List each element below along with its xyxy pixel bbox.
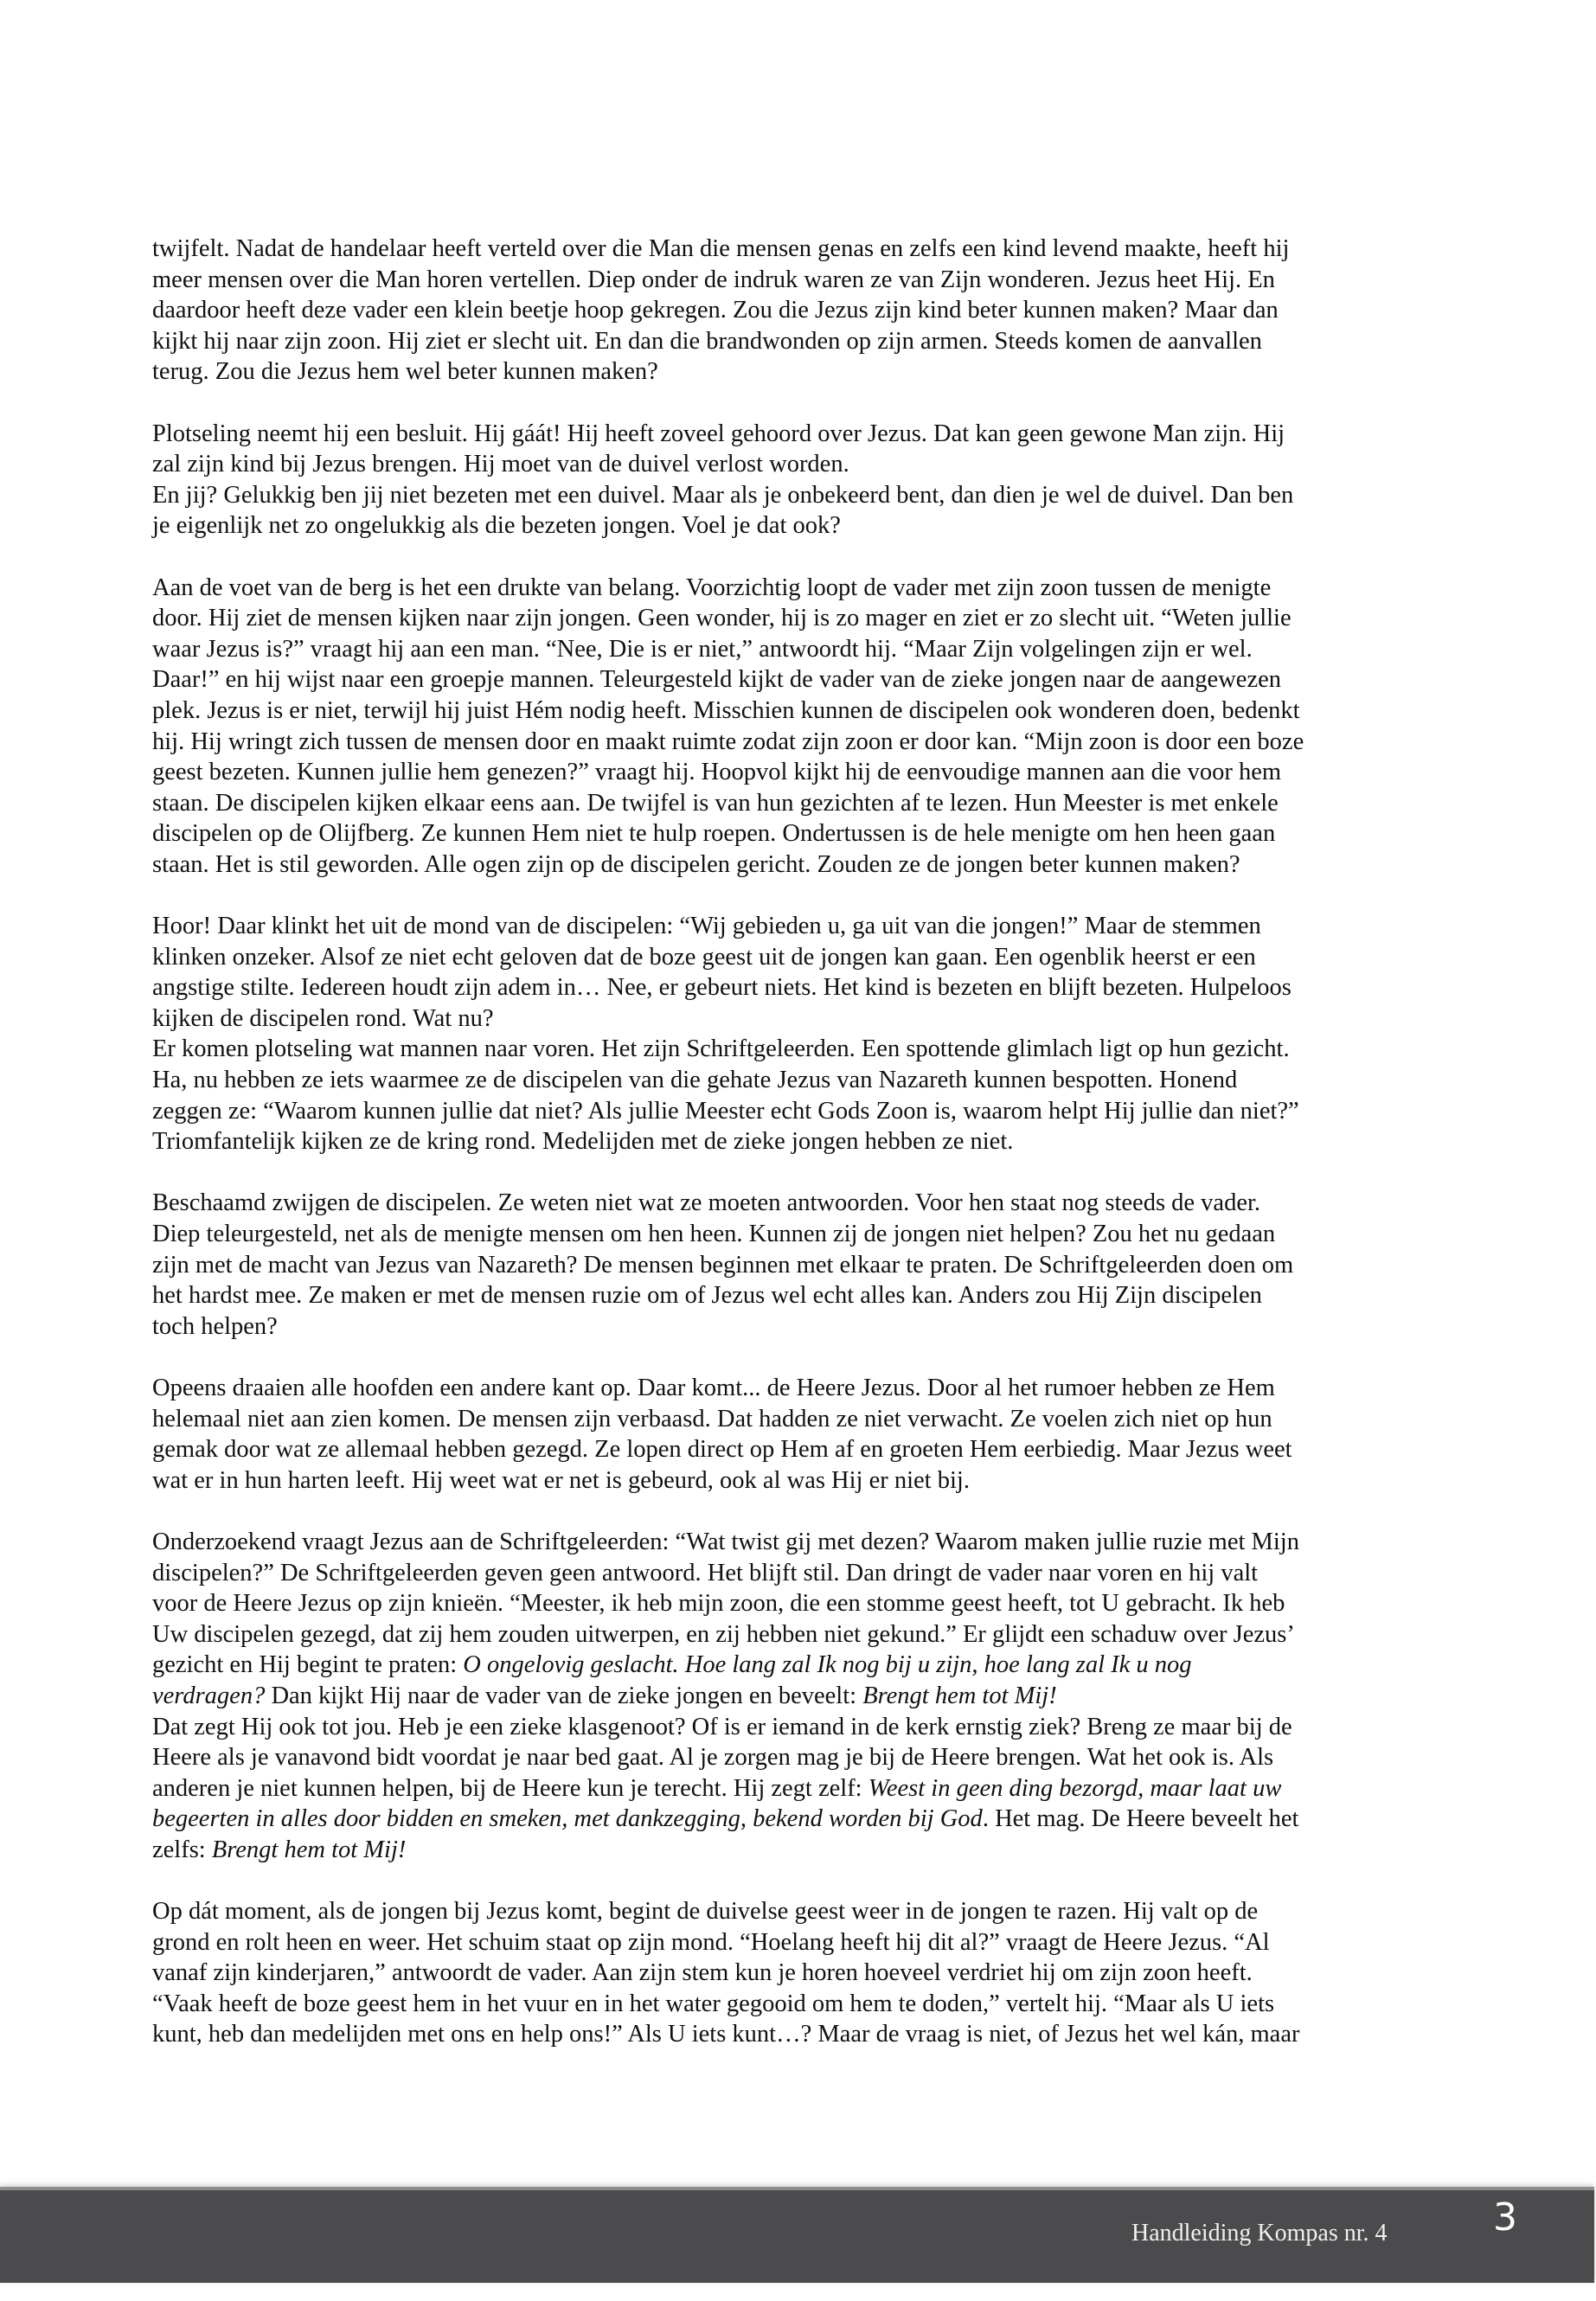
text-segment: waar Jezus is?” vraagt hij aan een man. “Nee, Die is er niet,” antwoordt hij. “Maar Zijn volgelingen zijn er wel. bbox=[152, 635, 1253, 663]
italic-quote: Weest in geen ding bezorgd, maar laat uw bbox=[868, 1774, 1282, 1802]
text-line bbox=[152, 1619, 1304, 1650]
text-segment: Aan de voet van de berg is het een drukte van belang. Voorzichtig loopt de vader met zijn zoon tussen de menigte bbox=[152, 574, 1272, 601]
text-line bbox=[152, 603, 1304, 634]
text-segment: Er komen plotseling wat mannen naar voren. Het zijn Schriftgeleerden. Een spottende glimlach ligt op hun gezicht. bbox=[152, 1035, 1290, 1063]
paragraph-spacer bbox=[152, 1865, 1304, 1896]
text-line bbox=[152, 419, 1304, 450]
text-segment: voor de Heere Jezus op zijn knieën. “Meester, ik heb mijn zoon, die een stomme geest heeft, tot U gebracht. Ik heb bbox=[152, 1590, 1285, 1618]
text-line bbox=[152, 449, 1304, 480]
text-segment: anderen je niet kunnen helpen, bij de Heere kun je terecht. Hij zegt zelf: bbox=[152, 1774, 869, 1802]
text-line bbox=[152, 1096, 1304, 1127]
paragraph bbox=[152, 1896, 1304, 2050]
text-line bbox=[152, 326, 1304, 357]
paragraph bbox=[152, 573, 1304, 881]
text-segment: door. Hij ziet de mensen kijken naar zijn jongen. Geen wonder, hij is zo mager en ziet er zo slecht uit. “Weten jullie bbox=[152, 605, 1292, 632]
text-segment: wat er in hun harten leeft. Hij weet wat er net is gebeurd, ook al was Hij er niet bij. bbox=[152, 1466, 970, 1494]
text-line bbox=[152, 295, 1304, 326]
text-segment: gezicht en Hij begint te praten: bbox=[152, 1651, 464, 1679]
text-line bbox=[152, 1773, 1304, 1804]
text-segment: angstige stilte. Iedereen houdt zijn adem in… Nee, er gebeurt niets. Het kind is bezeten en blijft bezeten. Hulpeloos bbox=[152, 974, 1292, 1002]
text-segment: vanaf zijn kinderjaren,” antwoordt de vader. Aan zijn stem kun je horen hoeveel verdriet hij om zijn zoon heeft. bbox=[152, 1959, 1253, 1987]
text-line bbox=[152, 911, 1304, 942]
text-segment: daardoor heeft deze vader een klein beetje hoop gekregen. Zou die Jezus zijn kind beter kunnen maken? Maar dan bbox=[152, 297, 1279, 324]
text-line bbox=[152, 1712, 1304, 1743]
text-line bbox=[152, 510, 1304, 542]
text-line bbox=[152, 1742, 1304, 1773]
paragraph bbox=[152, 1527, 1304, 1866]
text-line bbox=[152, 1650, 1304, 1681]
text-segment: Op dát moment, als de jongen bij Jezus komt, begint de duivelse geest weer in de jongen te razen. Hij valt op de bbox=[152, 1898, 1259, 1926]
text-line bbox=[152, 727, 1304, 758]
text-segment: Hoor! Daar klinkt het uit de mond van de discipelen: “Wij gebieden u, ga uit van die jongen!” Maar de stemmen bbox=[152, 913, 1261, 940]
text-line bbox=[152, 356, 1304, 388]
italic-quote: begeerten in alles door bidden en smeken, met dankzegging, bekend worden bij God bbox=[152, 1805, 983, 1833]
italic-quote: Brengt hem tot Mij! bbox=[862, 1682, 1057, 1709]
text-segment: Daar!” en hij wijst naar een groepje mannen. Teleurgesteld kijkt de vader van de zieke jongen naar de aangewezen bbox=[152, 666, 1281, 694]
text-segment: Heere als je vanavond bidt voordat je naar bed gaat. Al je zorgen mag je bij de Heere brengen. Wat het ook is. Als bbox=[152, 1744, 1274, 1772]
text-segment: kijkt hij naar zijn zoon. Hij ziet er slecht uit. En dan die brandwonden op zijn armen. Steeds komen de aanvallen bbox=[152, 327, 1262, 355]
text-segment: “Vaak heeft de boze geest hem in het vuur en in het water gegooid om hem te doden,” vertelt hij. “Maar als U iets bbox=[152, 1990, 1275, 2017]
text-segment: zelfs: bbox=[152, 1836, 212, 1863]
text-line bbox=[152, 1558, 1304, 1589]
text-segment: En jij? Gelukkig ben jij niet bezeten met een duivel. Maar als je onbekeerd bent, dan dien je wel de duivel. Dan ben bbox=[152, 481, 1294, 509]
paragraph-spacer bbox=[152, 1157, 1304, 1189]
text-segment: staan. De discipelen kijken elkaar eens aan. De twijfel is van hun gezichten af te lezen. Hun Meester is met enkele bbox=[152, 789, 1279, 817]
paragraph bbox=[152, 1188, 1304, 1342]
text-line bbox=[152, 1065, 1304, 1096]
italic-quote: verdragen? bbox=[152, 1682, 266, 1709]
text-segment: plek. Jezus is er niet, terwijl hij juist Hém nodig heeft. Misschien kunnen de discipelen ook wonderen doen, bedenkt bbox=[152, 696, 1300, 724]
text-line bbox=[152, 1003, 1304, 1035]
paragraph bbox=[152, 1373, 1304, 1496]
text-segment: het hardst mee. Ze maken er met de mensen ruzie om of Jezus wel echt alles kan. Anders zou Hij Zijn discipelen bbox=[152, 1282, 1262, 1310]
text-segment: zal zijn kind bij Jezus brengen. Hij moet van de duivel verlost worden. bbox=[152, 451, 849, 478]
text-segment: hij. Hij wringt zich tussen de mensen door en maakt ruimte zodat zijn zoon er door kan. “Mijn zoon is door een boze bbox=[152, 727, 1304, 755]
text-line bbox=[152, 1311, 1304, 1343]
italic-quote: Brengt hem tot Mij! bbox=[211, 1836, 407, 1863]
text-line bbox=[152, 664, 1304, 695]
text-line bbox=[152, 818, 1304, 849]
text-line bbox=[152, 695, 1304, 727]
text-segment: gemak door wat ze allemaal hebben gezegd. Ze lopen direct op Hem af en groeten Hem eerbiedig. Maar Jezus weet bbox=[152, 1436, 1292, 1464]
text-line bbox=[152, 634, 1304, 665]
text-segment: Diep teleurgesteld, net als de menigte mensen om hen heen. Kunnen zij de jongen niet helpen? Zou het nu gedaan bbox=[152, 1221, 1276, 1247]
text-segment: twijfelt. Nadat de handelaar heeft verteld over die Man die mensen genas en zelfs een kind levend maakte, heeft hij bbox=[152, 235, 1290, 262]
text-segment: Onderzoekend vraagt Jezus aan de Schriftgeleerden: “Wat twist gij met dezen? Waarom maken jullie ruzie met Mijn bbox=[152, 1528, 1299, 1555]
text-segment: geest bezeten. Kunnen jullie hem genezen?” vraagt hij. Hoopvol kijkt hij de eenvoudige mannen aan die voor hem bbox=[152, 759, 1282, 786]
paragraph-spacer bbox=[152, 880, 1304, 911]
text-segment: kunt, heb dan medelijden met ons en help ons!” Als U iets kunt…? Maar de vraag is niet, of Jezus het wel kán, maar bbox=[152, 2021, 1300, 2048]
text-line bbox=[152, 1280, 1304, 1311]
text-segment: klinken onzeker. Alsof ze niet echt geloven dat de boze geest uit de jongen kan gaan. Een ogenblik heerst er een bbox=[152, 943, 1256, 971]
text-line bbox=[152, 1835, 1304, 1866]
text-segment: toch helpen? bbox=[152, 1312, 278, 1340]
page-number: 3 bbox=[1493, 2195, 1517, 2240]
text-segment: Triomfantelijk kijken ze de kring rond. Medelijden met de zieke jongen hebben ze niet. bbox=[152, 1128, 1014, 1156]
text-segment: Uw discipelen gezegd, dat zij hem zouden uitwerpen, en zij hebben niet gekund.” Er glijdt een schaduw over Jezus’ bbox=[152, 1620, 1295, 1648]
text-line bbox=[152, 1527, 1304, 1558]
text-segment: grond en rolt heen en weer. Het schuim staat op zijn mond. “Hoelang heeft hij dit al?” vraagt de Heere Jezus. “Al bbox=[152, 1928, 1270, 1956]
text-line bbox=[152, 942, 1304, 973]
text-line bbox=[152, 1896, 1304, 1927]
footer-title: Handleiding Kompas nr. 4 bbox=[1131, 2220, 1388, 2247]
text-line bbox=[152, 1989, 1304, 2020]
text-segment: helemaal niet aan zien komen. De mensen zijn verbaasd. Dat hadden ze niet verwacht. Ze voelen zich niet op hun bbox=[152, 1405, 1272, 1433]
text-line bbox=[152, 788, 1304, 819]
text-line bbox=[152, 1373, 1304, 1404]
text-line bbox=[152, 1465, 1304, 1497]
text-line bbox=[152, 480, 1304, 511]
text-line bbox=[152, 234, 1304, 265]
text-line bbox=[152, 1250, 1304, 1281]
text-segment: meer mensen over die Man horen vertellen. Diep onder de indruk waren ze van Zijn wonderen. Jezus heet Hij. En bbox=[152, 266, 1275, 293]
text-line bbox=[152, 1927, 1304, 1958]
paragraph bbox=[152, 911, 1304, 1157]
paragraph-spacer bbox=[152, 1496, 1304, 1527]
text-segment: . Het mag. De Heere beveelt het bbox=[982, 1805, 1299, 1833]
text-segment: discipelen op de Olijfberg. Ze kunnen Hem niet te hulp roepen. Ondertussen is de hele menigte om hen heen gaan bbox=[152, 820, 1276, 848]
text-line bbox=[152, 1681, 1304, 1712]
italic-quote: O ongelovig geslacht. Hoe lang zal Ik nog bij u zijn, hoe lang zal Ik u nog bbox=[463, 1651, 1192, 1679]
text-line bbox=[152, 1404, 1304, 1435]
text-segment: zijn met de macht van Jezus van Nazareth? De mensen beginnen met elkaar te praten. De Schriftgeleerden doen om bbox=[152, 1251, 1294, 1279]
text-segment: Opeens draaien alle hoofden een andere kant op. Daar komt... de Heere Jezus. Door al het rumoer hebben ze Hem bbox=[152, 1374, 1275, 1401]
text-line bbox=[152, 972, 1304, 1003]
text-line bbox=[152, 1126, 1304, 1157]
text-line bbox=[152, 1034, 1304, 1065]
text-line bbox=[152, 757, 1304, 788]
text-segment: Beschaamd zwijgen de discipelen. Ze weten niet wat ze moeten antwoorden. Voor hen staat nog steeds de vader. bbox=[152, 1189, 1261, 1217]
paragraph-spacer bbox=[152, 542, 1304, 573]
text-segment: zeggen ze: “Waarom kunnen jullie dat niet? Als jullie Meester echt Gods Zoon is, waarom helpt Hij jullie dan niet?” bbox=[152, 1097, 1299, 1125]
text-line bbox=[152, 1958, 1304, 1989]
text-segment: kijken de discipelen rond. Wat nu? bbox=[152, 1004, 494, 1032]
text-line bbox=[152, 1188, 1304, 1219]
text-line bbox=[152, 2019, 1304, 2050]
paragraph bbox=[152, 419, 1304, 542]
text-segment: terug. Zou die Jezus hem wel beter kunnen maken? bbox=[152, 358, 658, 386]
text-segment: Dat zegt Hij ook tot jou. Heb je een zieke klasgenoot? Of is er iemand in de kerk ernstig ziek? Breng ze maar bij de bbox=[152, 1713, 1292, 1740]
text-segment: staan. Het is stil geworden. Alle ogen zijn op de discipelen gericht. Zouden ze de jongen beter kunnen maken? bbox=[152, 850, 1240, 878]
text-segment: Dan kijkt Hij naar de vader van de zieke jongen en beveelt: bbox=[265, 1682, 863, 1709]
paragraph bbox=[152, 234, 1304, 388]
text-line bbox=[152, 849, 1304, 881]
text-line bbox=[152, 573, 1304, 604]
paragraph-spacer bbox=[152, 388, 1304, 419]
text-line bbox=[152, 1588, 1304, 1619]
text-line bbox=[152, 265, 1304, 296]
text-line bbox=[152, 1804, 1304, 1835]
body-text bbox=[152, 234, 1304, 2050]
paragraph-spacer bbox=[152, 1342, 1304, 1373]
text-segment: discipelen?” De Schriftgeleerden geven geen antwoord. Het blijft stil. Dan dringt de vader naar voren en hij valt bbox=[152, 1559, 1259, 1586]
text-segment: Plotseling neemt hij een besluit. Hij gáát! Hij heeft zoveel gehoord over Jezus. Dat kan geen gewone Man zijn. Hij bbox=[152, 420, 1285, 447]
text-line bbox=[152, 1434, 1304, 1465]
text-line bbox=[152, 1219, 1304, 1250]
text-segment: Ha, nu hebben ze iets waarmee ze de discipelen van die gehate Jezus van Nazareth kunnen bespotten. Honend bbox=[152, 1067, 1238, 1094]
text-segment: je eigenlijk net zo ongelukkig als die bezeten jongen. Voel je dat ook? bbox=[152, 512, 841, 540]
